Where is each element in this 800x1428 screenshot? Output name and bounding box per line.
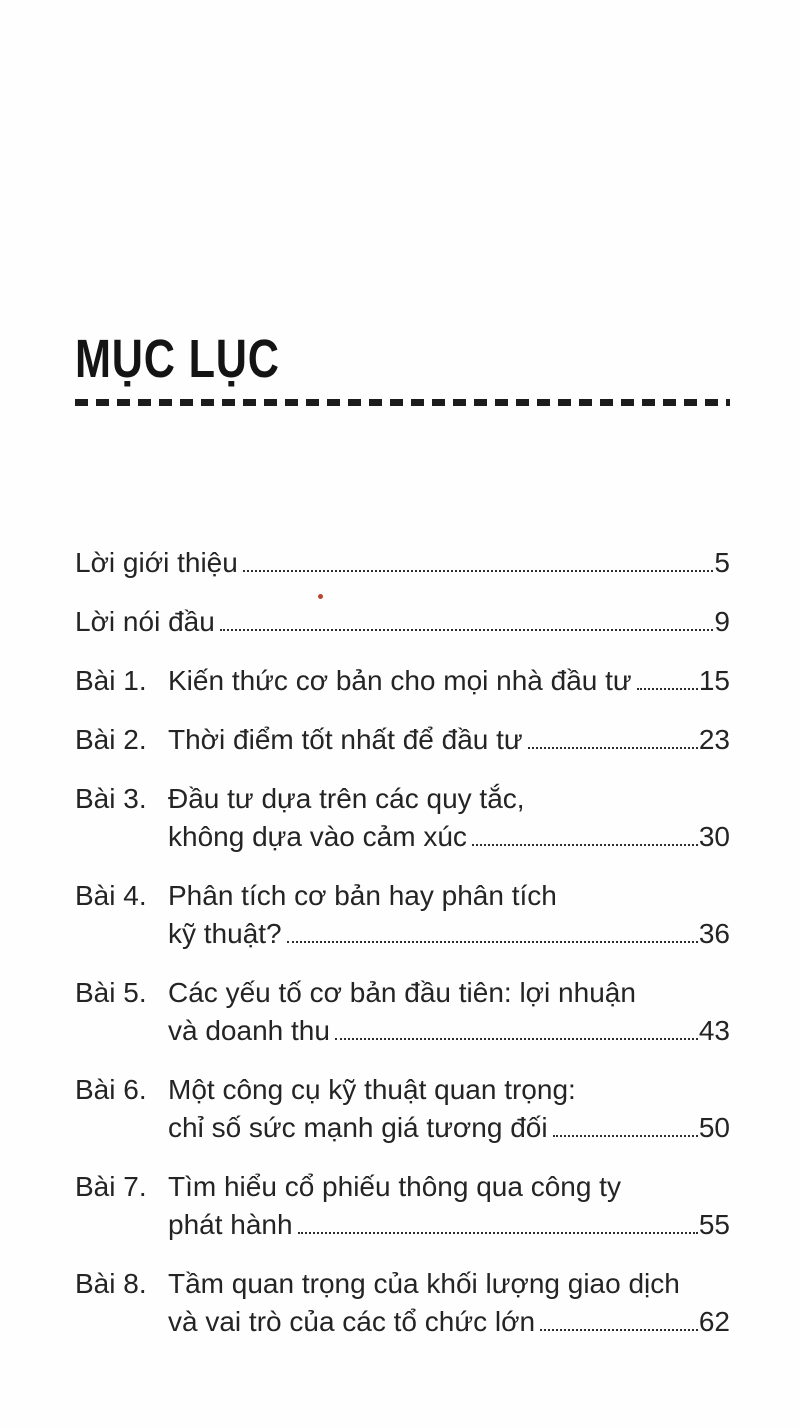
dot-leader	[528, 746, 698, 749]
toc-entry-page: 9	[714, 606, 730, 637]
toc-entry-body	[75, 603, 730, 641]
toc-entry-title: kỹ thuật?	[168, 918, 282, 949]
toc-entry-title: Lời nói đầu	[75, 606, 215, 637]
dashed-divider	[75, 399, 730, 406]
toc-entry-title: Đầu tư dựa trên các quy tắc,	[168, 783, 525, 814]
toc-entry-body	[168, 974, 730, 1050]
toc-entry-title: Kiến thức cơ bản cho mọi nhà đầu tư	[168, 665, 632, 696]
toc-entry-line	[168, 780, 730, 818]
toc-entry-title: chỉ số sức mạnh giá tương đối	[168, 1112, 548, 1143]
toc-entry-title: Thời điểm tốt nhất để đầu tư	[168, 724, 523, 755]
toc-entry	[75, 1265, 730, 1341]
toc-entry-body	[168, 721, 730, 759]
dot-leader	[287, 940, 698, 943]
toc-entry-page: 5	[714, 547, 730, 578]
toc-entry	[75, 603, 730, 641]
toc-entry-title: không dựa vào cảm xúc	[168, 821, 467, 852]
toc-entry-line	[168, 818, 730, 856]
toc-entry-page: 50	[698, 1112, 730, 1143]
toc-entry-page: 23	[698, 724, 730, 755]
toc-entry-line	[168, 1109, 730, 1147]
toc-entry-line	[168, 1168, 730, 1206]
toc-entry	[75, 544, 730, 582]
toc-entry-title: Phân tích cơ bản hay phân tích	[168, 880, 557, 911]
toc-entry-body	[168, 1265, 730, 1341]
toc-list	[75, 544, 730, 1341]
toc-entry-page: 43	[698, 1015, 730, 1046]
toc-entry-page: 30	[698, 821, 730, 852]
toc-entry-page: 15	[698, 665, 730, 696]
toc-entry	[75, 780, 730, 856]
toc-entry-number: Bài 2.	[75, 724, 147, 755]
toc-entry-body	[168, 1168, 730, 1244]
toc-entry-line	[168, 915, 730, 953]
toc-entry-page: 62	[698, 1306, 730, 1337]
dot-leader	[472, 843, 698, 846]
toc-entry-body	[168, 780, 730, 856]
toc-entry-number: Bài 5.	[75, 977, 147, 1008]
toc-header	[75, 329, 730, 406]
toc-entry	[75, 662, 730, 700]
toc-entry-line	[168, 721, 730, 759]
dot-leader	[540, 1328, 698, 1331]
scan-artifact-dot	[318, 594, 323, 599]
toc-entry-line	[168, 1012, 730, 1050]
toc-entry-title: phát hành	[168, 1209, 293, 1240]
toc-entry-number: Bài 7.	[75, 1171, 147, 1202]
toc-entry-line	[75, 603, 730, 641]
toc-entry	[75, 877, 730, 953]
toc-entry	[75, 974, 730, 1050]
toc-entry-page: 36	[698, 918, 730, 949]
toc-entry-number: Bài 1.	[75, 665, 147, 696]
dot-leader	[243, 569, 714, 572]
toc-entry	[75, 721, 730, 759]
toc-entry-body	[168, 662, 730, 700]
toc-entry	[75, 1168, 730, 1244]
toc-entry-line	[75, 544, 730, 582]
toc-entry	[75, 1071, 730, 1147]
toc-entry-number: Bài 8.	[75, 1268, 147, 1299]
toc-entry-line	[168, 877, 730, 915]
toc-entry-number: Bài 4.	[75, 880, 147, 911]
toc-entry-title: Tầm quan trọng của khối lượng giao dịch	[168, 1268, 680, 1299]
toc-entry-line	[168, 662, 730, 700]
toc-entry-line	[168, 1206, 730, 1244]
toc-entry-page: 55	[698, 1209, 730, 1240]
toc-entry-body	[168, 1071, 730, 1147]
toc-entry-title: và vai trò của các tổ chức lớn	[168, 1306, 536, 1337]
toc-entry-title: Lời giới thiệu	[75, 547, 238, 578]
page-title: MỤC LỤC	[75, 329, 280, 389]
toc-entry-number: Bài 3.	[75, 783, 147, 814]
toc-entry-title: Các yếu tố cơ bản đầu tiên: lợi nhuận	[168, 977, 636, 1008]
dot-leader	[637, 687, 698, 690]
toc-entry-number: Bài 6.	[75, 1074, 147, 1105]
toc-entry-title: Một công cụ kỹ thuật quan trọng:	[168, 1074, 576, 1105]
toc-entry-body	[168, 877, 730, 953]
toc-entry-title: và doanh thu	[168, 1015, 330, 1046]
toc-entry-body	[75, 544, 730, 582]
dot-leader	[220, 628, 714, 631]
toc-entry-title: Tìm hiểu cổ phiếu thông qua công ty	[168, 1171, 621, 1202]
toc-entry-line	[168, 1071, 730, 1109]
toc-entry-line	[168, 1303, 730, 1341]
toc-entry-line	[168, 1265, 730, 1303]
dot-leader	[553, 1134, 698, 1137]
dot-leader	[298, 1231, 698, 1234]
dot-leader	[335, 1037, 698, 1040]
toc-entry-line	[168, 974, 730, 1012]
